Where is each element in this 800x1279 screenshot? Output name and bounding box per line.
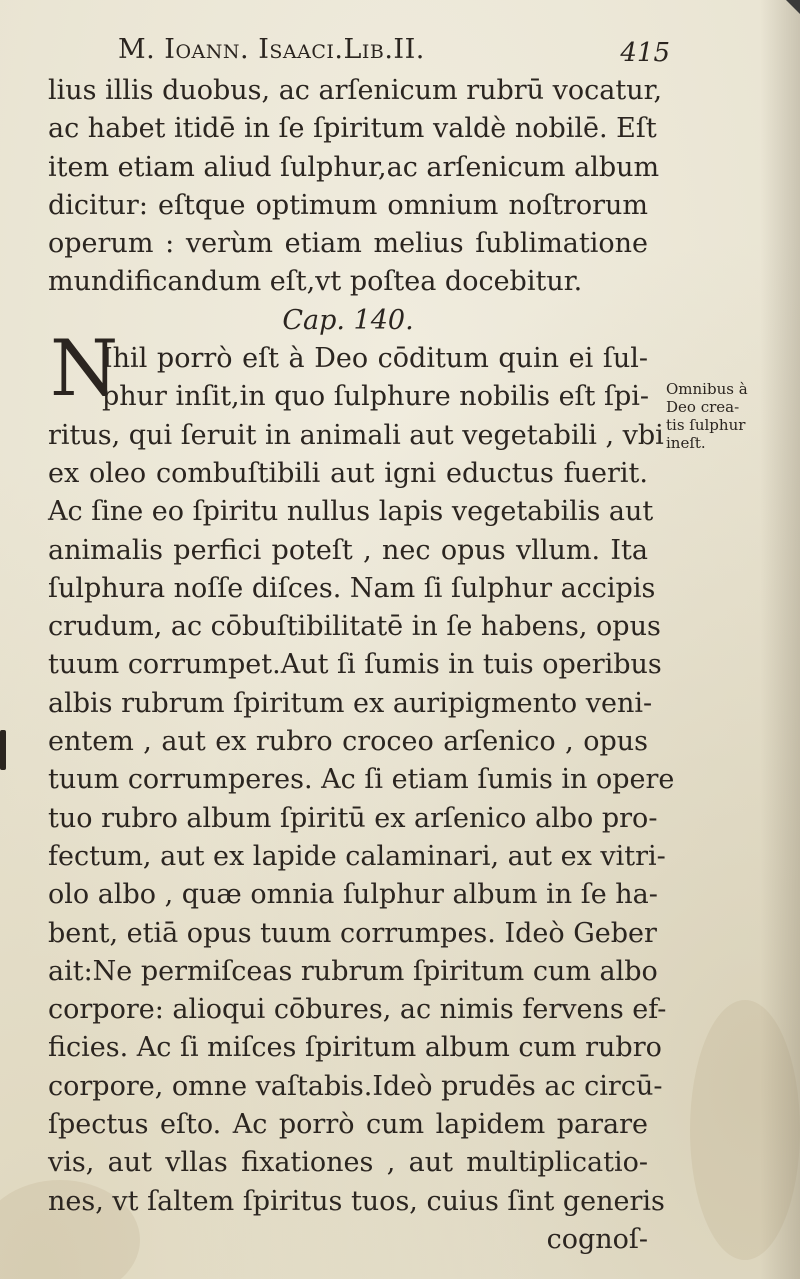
text-line: dicitur: eſtque optimum omnium noſtrorum (48, 189, 648, 221)
text-line: corpore, omne vaſtabis.Ideò prudēs ac circū- (48, 1070, 663, 1102)
text-line: bent, etiā opus tuum corrumpes. Ideò Geber (48, 917, 657, 949)
text-line: lius illis duobus, ac arſenicum rubrū vocatur, (48, 75, 663, 106)
text-line: entem , aut ex rubro croceo arſenico , opus (48, 726, 648, 758)
text-line: fectum, aut ex lapide calaminari, aut ex vitri- (48, 840, 666, 872)
text-line: tuum corrumpet.Aut ſi ſumis in tuis operibus (48, 649, 662, 681)
text-line: phur inſit,in quo ſulphure nobilis eſt ſpi- (102, 381, 650, 413)
text-line: ſpectus eſto. Ac porrò cum lapidem parare (48, 1109, 648, 1141)
marginal-note-line: Omnibus à (666, 380, 748, 398)
drop-capital: N (50, 324, 119, 414)
body-text (48, 72, 675, 1259)
text-line: animalis perfici poteſt , nec opus vllum. Ita (48, 534, 648, 566)
margin-ink-mark (0, 730, 6, 770)
text-line: Ac ſine eo ſpiritu nullus lapis vegetabilis aut (48, 496, 654, 528)
text-line: olo albo , quæ omnia ſulphur album in ſe ha- (48, 879, 658, 911)
text-line: ficies. Ac ſi miſces ſpiritum album cum rubro (48, 1032, 662, 1064)
text-line: corpore: alioqui cōbures, ac nimis fervens ef- (48, 994, 667, 1026)
text-line: ac habet itidē in ſe ſpiritum valdè nobilē. Eſt (48, 113, 657, 145)
text-line: ritus, qui ſeruit in animali aut vegetabili , vbi (48, 419, 664, 451)
page-header (118, 34, 670, 70)
text-line: tuo rubro album ſpiritū ex arſenico albo pro- (48, 802, 658, 834)
text-line: mundificandum eſt,vt poſtea docebitur. (48, 266, 583, 298)
text-line: item etiam aliud ſulphur,ac arſenicum album (48, 151, 660, 183)
text-line: Ihil porrò eſt à Deo cōditum quin ei ſul- (102, 343, 648, 375)
text-line: tuum corrumperes. Ac ſi etiam ſumis in opere (48, 764, 675, 796)
text-line: albis rubrum ſpiritum ex auripigmento veni- (48, 687, 653, 719)
chapter-heading: Cap. 140. (282, 304, 414, 336)
running-head: M. Ioann. Isaaci.Lib.II. (118, 34, 425, 65)
marginal-note-line: ineſt. (666, 434, 706, 452)
marginal-note (666, 380, 756, 452)
corner-mark (786, 0, 800, 14)
text-line: ſulphura noſſe diſces. Nam ſi ſulphur accipis (48, 572, 656, 604)
catchword: cognoſ- (546, 1223, 648, 1255)
text-line: crudum, ac cōbuſtibilitatē in ſe habens, opus (48, 611, 661, 643)
text-line: ex oleo combuſtibili aut igni eductus fuerit. (48, 457, 648, 489)
page-number: 415 (620, 38, 670, 68)
page-edge-shadow (760, 0, 800, 1279)
text-line: operum : verùm etiam melius ſublimatione (48, 228, 648, 260)
text-line: ait:Ne permiſceas rubrum ſpiritum cum albo (48, 955, 658, 987)
marginal-note-line: tis ſulphur (666, 416, 746, 434)
text-line: vis, aut vllas fixationes , aut multiplicatio- (48, 1147, 648, 1179)
marginal-note-line: Deo crea- (666, 398, 740, 416)
text-line: nes, vt ſaltem ſpiritus tuos, cuius ſint generis (48, 1185, 665, 1217)
